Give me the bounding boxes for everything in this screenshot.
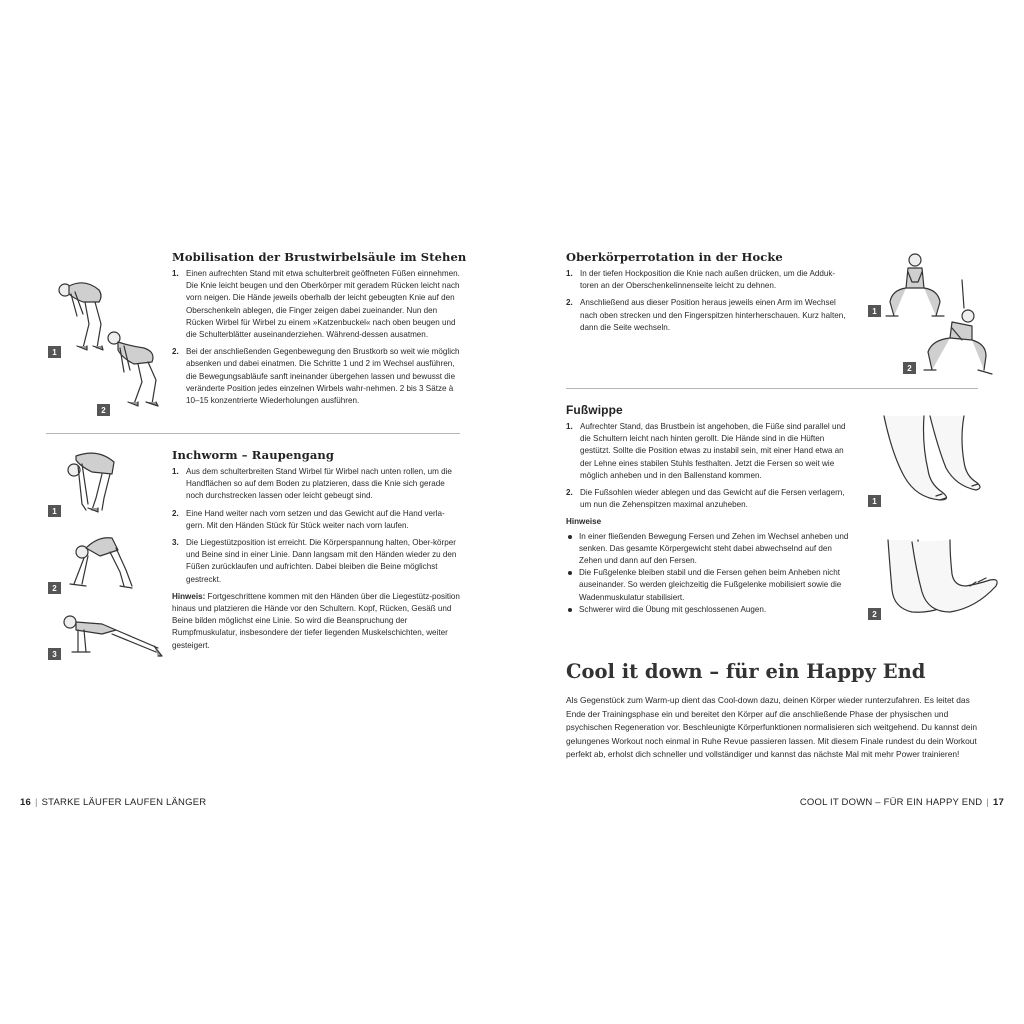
steps-rotation <box>566 268 850 339</box>
hints-label: Hinweise <box>566 517 602 527</box>
figure-badge: 1 <box>868 305 881 317</box>
footer-right <box>800 797 1004 808</box>
chapter-title: Cool it down – für ein Happy End <box>566 660 926 683</box>
step-number: 2. <box>172 508 179 518</box>
figure-fusswippe-2 <box>882 538 1000 622</box>
running-title: COOL IT DOWN – FÜR EIN HAPPY END <box>799 797 983 808</box>
section-title-rotation: Oberkörperrotation in der Hocke <box>566 250 783 264</box>
step-item <box>172 537 460 586</box>
step-number: 2. <box>566 488 573 498</box>
step-text: In der tiefen Hockposition die Knie nach außen drücken, um die Adduk-toren an der Oberschenkelinnenseite leicht zu dehnen. <box>580 269 836 291</box>
plank-position-illustration <box>62 610 166 662</box>
step-number: 3. <box>172 538 179 548</box>
section-title-mobilisation: Mobilisation der Brustwirbelsäule im Stehen <box>172 250 467 264</box>
footer-left <box>20 797 206 808</box>
step-text: Die Liegestützposition ist erreicht. Die Körperspannung halten, Ober-körper und Beine sind in einer Linie. Dann langsam mit den Händen wieder zu den Füßen zurücklaufen und aufrichten. Dabei bleiben die Beine möglichst gestreckt. <box>186 538 457 584</box>
hint-item: Schwerer wird die Übung mit geschlossenen Augen. <box>566 604 850 616</box>
footer-separator: | <box>986 797 990 808</box>
step-number: 1. <box>566 269 573 278</box>
section-title-inchworm: Inchworm – Raupengang <box>172 448 335 462</box>
step-item <box>566 487 850 511</box>
figure-fusswippe-1 <box>880 414 986 504</box>
footer-separator: | <box>34 797 38 808</box>
step-text: Anschließend aus dieser Position heraus jeweils einen Arm im Wechsel nach oben strecken und den Fingerspitzen hinterherschauen. Kurz halten, dann die Seite wechseln. <box>580 298 846 332</box>
note-label: Hinweis: <box>172 591 206 601</box>
section-divider <box>46 433 460 434</box>
figure-inchworm-3 <box>62 610 166 662</box>
steps-inchworm <box>172 466 460 652</box>
step-text: Aus dem schulterbreiten Stand Wirbel für Wirbel nach unten rollen, um die Handflächen so auf dem Boden zu platzieren, dass die Knie sich gerade noch durchstrecken lassen oder leicht gebeugt sind. <box>186 467 452 501</box>
step-number: 1. <box>566 422 573 431</box>
step-text: Bei der anschließenden Gegenbewegung den Brustkorb so weit wie möglich absenken und dabei einatmen. Die Schritte 1 und 2 im Wechsel ausführen, die Bewegungsabläufe sanft ineinander übergehen lassen und bewusst die veränderte Position jedes einzelnen Wirbels wahr-nehmen. 2 bis 3 Sätze à 10–15 konzentrierte Wiederholungen ausführen. <box>186 347 460 406</box>
squat-arm-rotation-illustration <box>922 278 994 378</box>
hollow-back-pose-illustration <box>100 326 165 411</box>
step-item <box>172 466 460 503</box>
step-item <box>172 268 460 341</box>
section-divider <box>566 388 978 389</box>
chapter-intro: Als Gegenstück zum Warm-up dient das Cool-down dazu, deinen Körper wieder runterzufahren. Es leitet das Ende der Trainingsphase ein und bereitet den Körper auf die anschließende Phase der physischen und psychischen Regeneration vor. Beschleunigte Körperfunktionen normalisieren sich weitgehend. Du kannst dein gelungenes Workout noch einmal in Ruhe Revue passieren lassen. Mit diesem Finale rundest du dein Workout perfekt ab, erholst dich schneller und vollständiger und kannst das nächste Mal mit mehr Power trainieren! <box>566 695 978 759</box>
figure-rotation-2 <box>922 278 994 378</box>
page-number: 16 <box>20 797 31 808</box>
figure-badge: 2 <box>97 404 110 416</box>
page-number: 17 <box>993 797 1004 808</box>
walking-hands-illustration <box>66 530 136 592</box>
step-item <box>172 346 460 407</box>
figure-badge: 1 <box>48 346 61 358</box>
step-text: Eine Hand weiter nach vorn setzen und das Gewicht auf die Hand verla-gern. Mit den Händen Stück für Stück weiter nach vorn laufen. <box>186 508 445 530</box>
feet-on-tiptoes-illustration <box>880 414 986 504</box>
steps-fusswippe <box>566 421 850 616</box>
step-number: 2. <box>172 347 179 357</box>
step-text: Einen aufrechten Stand mit etwa schulterbreit geöffneten Füßen einnehmen. Die Knie leicht beugen und den Oberkörper mit geradem Rücken leicht nach vorn neigen. Die Hände jeweils oberhalb der leicht gebeugten Knie auf den Oberschenkeln ablegen, die Finger zeigen dabei zueinander. Nun den Rücken Wirbel für Wirbel zu einem »Katzenbuckel« nach oben beugen und die Schulterblätter auseinanderziehen. Während-dessen ausatmen. <box>186 269 460 340</box>
step-text: Aufrechter Stand, das Brustbein ist angehoben, die Füße sind parallel und die Schultern leicht nach hinten gerollt. Die Hände sind in die Hüften gestützt. Sollte die Position etwas zu instabil sein, mit einer Hand etwa an der Lehne eines stabilen Stuhls festhalten. Jetzt die Fersen so weit wie möglich anheben und in den Ballenstand kommen. <box>580 422 846 480</box>
figure-badge: 3 <box>48 648 61 660</box>
steps-mobilisation <box>172 268 460 412</box>
step-number: 1. <box>172 467 179 476</box>
step-item <box>566 268 850 292</box>
step-item <box>566 297 850 334</box>
figure-inchworm-2 <box>66 530 136 592</box>
hint-item: Die Fußgelenke bleiben stabil und die Fersen gehen beim Anheben nicht auseinander. So werden gleichzeitig die Fußgelenke mobilisiert sowie die Wadenmuskulatur stabilisiert. <box>566 567 850 604</box>
figure-badge: 2 <box>868 608 881 620</box>
running-title: STARKE LÄUFER LAUFEN LÄNGER <box>41 797 207 808</box>
feet-toes-lifted-illustration <box>882 538 1000 622</box>
note-paragraph <box>172 591 460 652</box>
step-number: 1. <box>172 269 179 278</box>
note-text: Fortgeschrittene kommen mit den Händen über die Liegestütz-position hinaus und platzieren die Hände vor den Schultern. Kopf, Rücken, Gesäß und Beine bilden möglichst eine Linie. So wird die Beanspruchung der Rumpfmuskulatur, insbesondere der tiefer liegenden Muskelschichten, weiter gesteigert. <box>172 591 460 650</box>
section-title-fusswippe: Fußwippe <box>566 403 623 417</box>
forward-fold-illustration <box>62 448 122 518</box>
step-number: 2. <box>566 298 573 308</box>
figure-badge: 1 <box>48 505 61 517</box>
hint-item: In einer fließenden Bewegung Fersen und Zehen im Wechsel anheben und senken. Das gesamte Körpergewicht steht dabei abwechselnd auf den Zehen und dann auf den Fersen. <box>566 531 850 568</box>
step-item <box>566 421 850 482</box>
figure-badge: 2 <box>903 362 916 374</box>
step-text: Die Fußsohlen wieder ablegen und das Gewicht auf die Fersen verlagern, um nun die Zehenspitzen maximal anzuheben. <box>580 488 845 510</box>
figure-mobilisation-2 <box>100 326 165 411</box>
figure-badge: 1 <box>868 495 881 507</box>
step-item <box>172 508 460 532</box>
figure-inchworm-1 <box>62 448 122 518</box>
figure-badge: 2 <box>48 582 61 594</box>
